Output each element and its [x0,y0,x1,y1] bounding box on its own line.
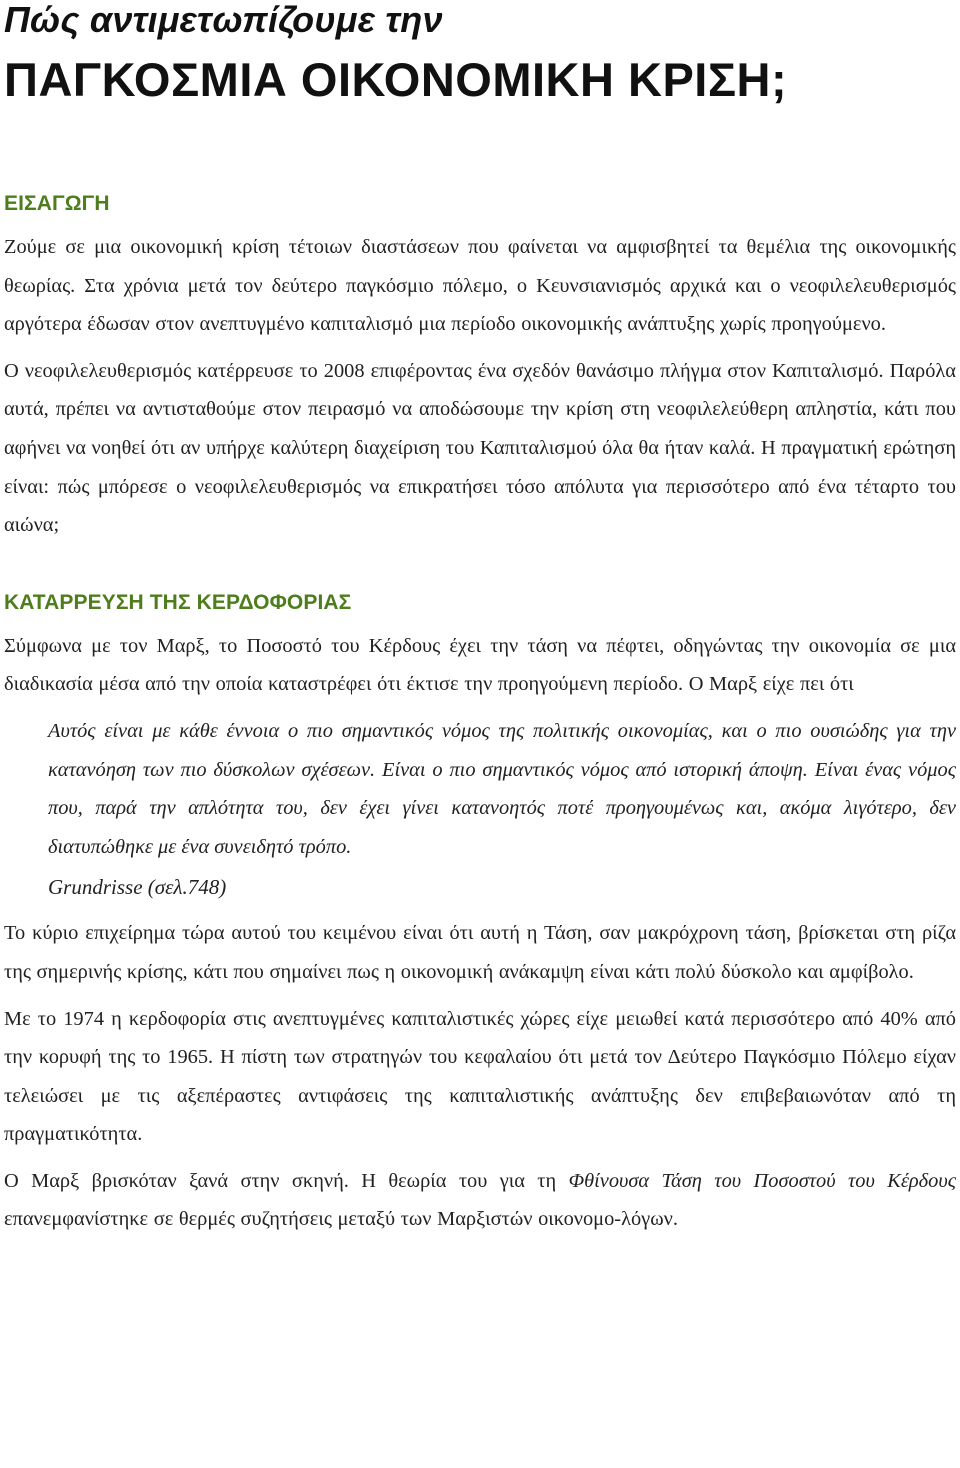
document-subtitle: Πώς αντιμετωπίζουμε την [4,0,443,40]
profit-paragraph-1: Το κύριο επιχείρημα τώρα αυτού του κειμένου είναι ότι αυτή η Τάση, σαν μακρόχρονη τάση, βρίσκεται στη ρίζα της σημερινής κρίσης, κάτι που σημαίνει πως η οικονομική ανάκαμψη είναι κάτι πολύ δύσκολο και αμφίβολο. [4,922,956,983]
section-heading-intro: ΕΙΣΑΓΩΓΗ [4,192,110,215]
intro-paragraph-2: Ο νεοφιλελευθερισμός κατέρρευσε το 2008 επιφέροντας ένα σχεδόν θανάσιμο πλήγμα στον Καπιταλισμό. Παρόλα αυτά, πρέπει να αντισταθούμε στον πειρασμό να αποδώσουμε την κρίση στη νεοφιλελεύθερη απληστία, κάτι που αφήνει να νοηθεί ότι αν υπήρχε καλύτερη διαχείριση του Καπιταλισμού όλα θα ήταν καλά. Η πραγματική ερώτηση είναι: πώς μπόρεσε ο νεοφιλελευθερισμός να επικρατήσει τόσο απόλυτα για περισσότερο από ένα τέταρτο του αιώνα; [4,359,956,537]
final-text-part-2: επανεμφανίστηκε σε θερμές συζητήσεις μεταξύ των Μαρξιστών οικονομο-λόγων. [4,1208,678,1231]
profit-final-paragraph [4,1162,956,1239]
intro-paragraph-1: Ζούμε σε μια οικονομική κρίση τέτοιων διαστάσεων που φαίνεται να αμφισβητεί τα θεμέλια της οικονομικής θεωρίας. Στα χρόνια μετά τον δεύτερο παγκόσμιο πόλεμο, ο Κευνσιανισμός αρχικά και ο νεοφιλελευθερισμός αργότερα έδωσαν στον ανεπτυγμένο καπιταλισμό μια περίοδο οικονομικής ανάπτυξης χωρίς προηγούμενο. [4,236,956,336]
quote-source: Grundrisse (σελ.748) [48,875,227,900]
section-intro [4,190,956,545]
final-text-part-1: Ο Μαρξ βρισκόταν ξανά στην σκηνή. Η θεωρία του για τη [4,1169,569,1192]
marx-quote: Αυτός είναι με κάθε έννοια ο πιο σημαντικός νόμος της πολιτικής οικονομίας, και ο πιο ουσιώδης για την κατανόηση των πιο δύσκολων σχέσεων. Είναι ο πιο σημαντικός νόμος από ιστορική άποψη. Είναι ένας νόμος που, παρά την απλότητα του, δεν έχει γίνει κατανοητός ποτέ προηγουμένως και, ακόμα λιγότερο, δεν διατυπώθηκε με ένα συνειδητό τρόπο. [48,719,956,858]
section-profit [4,589,956,1239]
profit-lead-paragraph: Σύμφωνα με τον Μαρξ, το Ποσοστό του Κέρδους έχει την τάση να πέφτει, οδηγώντας την οικονομία σε μια διαδικασία μέσα από την οποία καταστρέφει ότι έκτισε την προηγούμενη περίοδο. Ο Μαρξ είχε πει ότι [4,634,956,696]
section-heading-profit: ΚΑΤΑΡΡΕΥΣΗ ΤΗΣ ΚΕΡΔΟΦΟΡΙΑΣ [4,590,352,614]
document-title: ΠΑΓΚΟΣΜΙΑ ΟΙΚΟΝΟΜΙΚΗ ΚΡΙΣΗ; [4,53,788,106]
final-text-italic: Φθίνουσα Τάση του Ποσοστού του Κέρδους [568,1169,956,1192]
profit-paragraph-2: Με το 1974 η κερδοφορία στις ανεπτυγμένες καπιταλιστικές χώρες είχε μειωθεί κατά περισσότερο από 40% από την κορυφή της το 1965. Η πίστη των στρατηγών του κεφαλαίου ότι μετά τον Δεύτερο Παγκόσμιο Πόλεμο είχαν τελειώσει με τις αξεπέραστες αντιφάσεις της καπιταλιστικής ανάπτυξης δεν επιβεβαιωνόταν από τη πραγματικότητα. [4,1007,956,1146]
